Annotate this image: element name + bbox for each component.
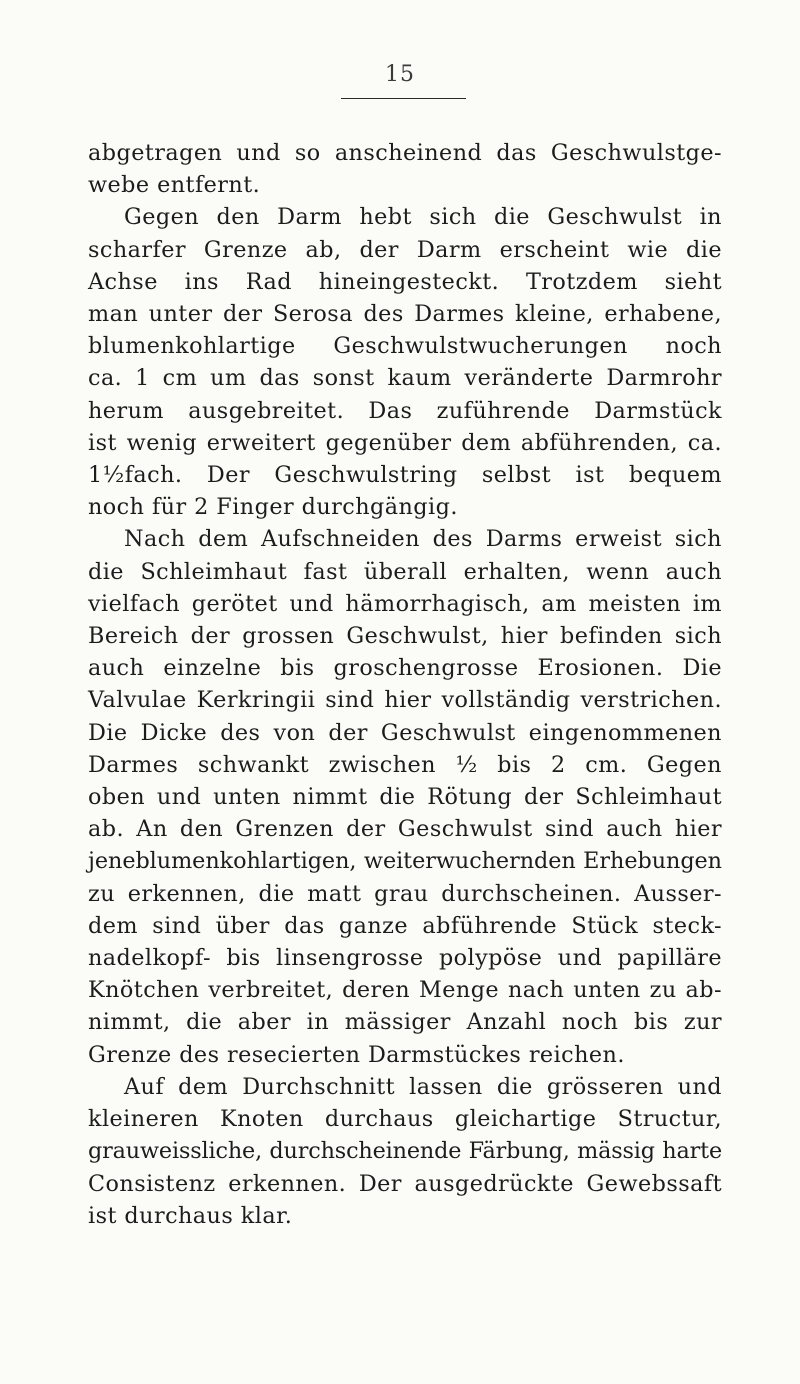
text-line: Grenze des resecierten Darmstückes reichen. xyxy=(88,1041,625,1068)
text-line: kleineren Knoten durchaus gleichartige Structur, xyxy=(88,1106,722,1133)
text-line: Valvulae Kerkringii sind hier vollständig verstrichen. xyxy=(88,687,722,714)
text-line: vielfach gerötet und hämorrhagisch, am meisten im xyxy=(88,590,722,617)
text-line: 1½fach. Der Geschwulstring selbst ist bequem xyxy=(88,462,722,489)
text-line: Darmes schwankt zwischen ½ bis 2 cm. Gegen xyxy=(88,751,722,778)
text-line: ist wenig erweitert gegenüber dem abführenden, ca. xyxy=(88,429,722,456)
page-number: 15 xyxy=(385,62,415,87)
text-line: abgetragen und so anscheinend das Geschwulstge- xyxy=(88,140,722,166)
text-line: Nach dem Aufschneiden des Darms erweist sich xyxy=(124,526,722,553)
text-line: oben und unten nimmt die Rötung der Schleimhaut xyxy=(88,784,722,811)
text-line: Knötchen verbreitet, deren Menge nach unten zu ab- xyxy=(88,977,722,1004)
text-line: scharfer Grenze ab, der Darm erscheint wie die xyxy=(88,236,722,263)
header-rule xyxy=(341,98,466,99)
text-line: jeneblumenkohlartigen, weiterwuchernden Erhebungen xyxy=(88,848,722,875)
text-line: webe entfernt. xyxy=(88,172,261,199)
text-line: Achse ins Rad hineingesteckt. Trotzdem sieht xyxy=(88,268,722,295)
text-line: grauweissliche, durchscheinende Färbung, mässig harte xyxy=(88,1138,722,1165)
text-line: ist durchaus klar. xyxy=(88,1202,293,1229)
text-line: ca. 1 cm um das sonst kaum veränderte Darmrohr xyxy=(88,365,722,392)
text-line: dem sind über das ganze abführende Stück steck- xyxy=(88,912,722,939)
body-text xyxy=(88,137,722,1232)
text-line: Auf dem Durchschnitt lassen die grösseren und xyxy=(124,1073,722,1100)
text-line: ab. An den Grenzen der Geschwulst sind auch hier xyxy=(88,816,722,843)
text-line: Gegen den Darm hebt sich die Geschwulst in xyxy=(124,204,722,231)
text-line: Bereich der grossen Geschwulst, hier befinden sich xyxy=(88,623,722,650)
text-line: nadelkopf- bis linsengrosse polypöse und papilläre xyxy=(88,945,722,972)
text-line: auch einzelne bis groschengrosse Erosionen. Die xyxy=(88,655,722,682)
text-line: die Schleimhaut fast überall erhalten, wenn auch xyxy=(88,558,722,585)
text-line: noch für 2 Finger durchgängig. xyxy=(88,494,458,521)
text-line: Die Dicke des von der Geschwulst eingenommenen xyxy=(88,719,722,746)
text-line: nimmt, die aber in mässiger Anzahl noch bis zur xyxy=(88,1009,722,1036)
text-line: zu erkennen, die matt grau durchscheinen. Ausser- xyxy=(88,880,722,907)
text-line: herum ausgebreitet. Das zuführende Darmstück xyxy=(88,397,722,424)
text-line: man unter der Serosa des Darmes kleine, erhabene, xyxy=(88,301,722,328)
text-line: Consistenz erkennen. Der ausgedrückte Gewebssaft xyxy=(88,1170,722,1197)
text-line: blumenkohlartige Geschwulstwucherungen noch xyxy=(88,333,722,360)
